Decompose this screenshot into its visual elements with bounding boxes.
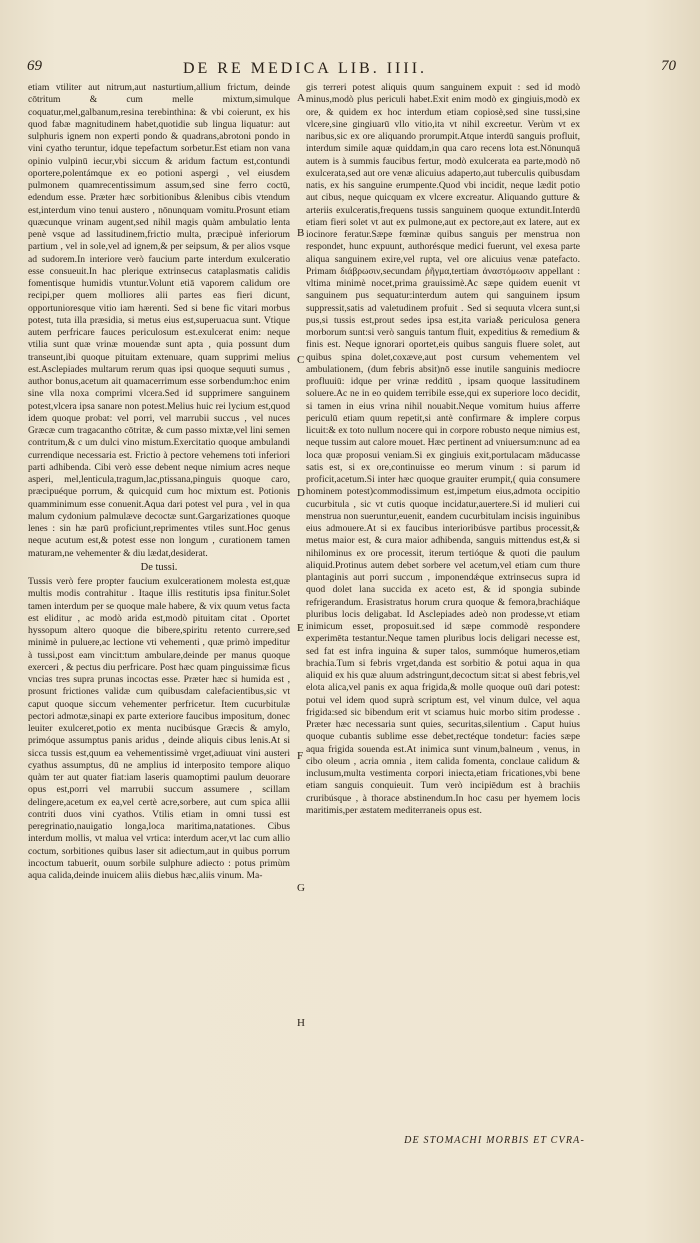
left-paragraph-1: etiam vtiliter aut nitrum,aut nasturtium,allium frictum, deinde cōtritum & cum melle mixtum,simulque coquatur,mel,galbanum,resina terebinthina: & vbi coierunt, ex his quod fabæ magnitudinem habet,quotidie sub lingua liquatur: aut sulphuris ignem non experti pondo & quadrans,abrotoni pondo in vini cyatho teruntur, idque tepefactum sorbetur.Est etiam non vana opinio vulpinū iecur,vbi siccum & aridum factum est,contundi oportere,polentámque ex eo potioni aspergi , vel eiusdem pulmonem quamrecentissimum assum,sed sine ferro coctū, edendum esse. Præter hæc sorbitionibus &lenibus cibis vtendum est,interdum vino tenui austero , nōnunquam vomitu.Prosunt etiam quæcunque vrinam augent,sed nihil magis quàm ambulatio lenta penè vsque ad lassitudinem,frictio multa, præcipuè inferiorum partium , vel in sole,vel ad ignem,& per seipsum, & per alios vsque ad sudorem.In interiore verò faucium parte interdum exulceratio esse consueuit.In hac plerique extrinsecus cataplasmatis calidis fomentisque humidis vtuntur.Volunt etiā vaporem calidum ore recipi,per quem molliores alii partes eas fieri dicunt, opportunioresque vitio iam hærenti. Sed si bene fic vitari morbus potest, tuta illa præsidia, si metus eius est,superuacua sunt. Vtique autem perfricare fauces periculosum est.exulcerat enim: neque vtilia sunt quæ vrinæ mouendæ sunt apta , quia possunt dum transeunt,ibi quoque pituitam extenuare, quam supprimi melius est.Asclepiades multarum rerum quas ipsi quoque sequuti sumus , author bonus,acetum ait quamacerrimum esse sorbendum:hoc enim sine vlla noxa comprimi vlcera.Sed id supprimere sanguinem potest,vlcera ipsa sanare non potest.Melius huic rei lycium est,quod idem quoque probat: vel porri, vel marrubii succus , vel nuces Græcæ cum tragacantho cōtritæ, & cum passo mixtæ,vel lini semen contritum,& c um dulci vino mistum.Exercitatio quoque ambulandi currendique necessaria est. Frictio à pectore vehemens toti inferiori parti adhibenda. Cibi verò esse debent neque nimium acres neque asperi, mel,lenticula,tragum,lac,ptissana,pinguis quoque caro, præcipuéque porrum, & quicquid cum hoc mixtum est. Potionis quamminimum esse conuenit.Aqua dari potest vel pura , vel in qua malum cydonium palmulæve decoctæ sunt.Gargarizationes quoque lenes : sin hæ parū proficiunt,reprimentes vtiles sunt.Hoc genus neque acutum est,& potest esse non longum , curationem tamen maturam,ne vehementer & diu lædat,desiderat. <box>28 82 290 559</box>
margin-letter-g: G <box>297 882 305 894</box>
margin-letter-d: D <box>297 487 305 499</box>
left-paragraph-2: Tussis verò fere propter faucium exulcerationem molesta est,quæ multis modis contrahitur . Itaque illis restitutis ipsa finitur.Solet tamen interdum per se quoque male habere, & vix quum vetus facta est eliditur , ac modò arida est,modò pituitam citat . Oportet hyssopum altero quoque die bibere,spiritu retento currere,sed minimè in puluere,ac lectione vti vehementi , quæ primò impeditur à tussi,post eam vincit:tum ambulare,deinde per manus quoque exerceri , & pectus diu perfricare. Post hæc quam pinguissimæ ficus vncias tres supra prunas incoctas esse. Præter hæc si humida est , prosunt frictiones validæ cum quibusdam calefacientibus,sic vt caput quoque siccum vehementer perfricetur. Item cucurbitulæ pectori admotæ,sinapi ex parte exteriore faucibus impositum, donec leuiter exulceret,potio ex menta nucibúsque Græcis & amylo, primóque assumptus panis aridus , deinde aliquis cibus lenis.At si sicca tussis est,quum ea vehementissimè vrget,adiuuat vini austeri cyathus assumptus, dū ne amplius id interposito tempore aliquo quàm ter aut quater fiat:iam laseris quamoptimi paulum deuorare opus est,porri vel marrubii succum assumere , scillam delingere,acetum ex ea,vel certè acre,sorbere, aut cum spica allii contriti duos vini cyathos. Vtilis etiam in omni tussi est peregrinatio,nauigatio longa,loca maritima,natationes. Cibus interdum mollis, vt malua vel vrtica: interdum acer,vt lac cum allio coctum, sorbitiones quibus laser sit adiectum,aut in quibus porrum incoctum tabuerit, ouum sorbile sulphure adiecto : potus primùm aqua calida,deinde inuicem aliis diebus hæc,aliis vinum. Ma- <box>28 576 290 881</box>
running-head: DE RE MEDICA LIB. IIII. <box>182 60 428 77</box>
right-text-column <box>306 82 580 817</box>
catchword: DE STOMACHI MORBIS ET CVRA- <box>404 1135 585 1146</box>
page-number-right: 70 <box>661 58 676 74</box>
right-paragraph-1: gis terreri potest aliquis quum sanguinem expuit : sed id modò minus,modò plus periculi habet.Exit enim modò ex gingiuis,modò ex ore, & quidem ex hoc interdum etiam copiosè,sed sine tussi,sine vlcere,sine gingiuarū vllo vitio,ita vt nihil excreetur. Verùm vt ex naribus,sic ex ore aliquando prorumpit.Atque interdū sanguis profluit, interdum simile aquæ quiddam,in qua caro recens lota est.Nōnunquā autem is à summis faucibus fertur, modò exulcerata ea parte,modò nō exulcerata,sed aut ore venæ alicuius adaperto,aut tuberculis quibusdam natis, ex his sanguine erumpente.Quod vbi incidit, neque lædit potio aut cibus, neque quicquam ex vlcere excreatur. Aliquando gutture & arteriis exulceratis,frequens tussis sanguinem quoque extundit.Interdū etiam fieri solet vt aut ex pulmone,aut ex pectore,aut ex latere, aut ex iocinore feratur.Sæpe fœminæ quibus sanguis per menstrua non respondet, hunc expuunt, authorésque medici fuerunt, vel exesa parte aliqua sanguinem exire,vel rupta, vel ore alicuius venæ patefacto. Primam διάβρωσιν,secundam ῥῆγμα,tertiam ἀναστόμωσιν appellant : vltima minimè nocet,prima grauissimè.Ac sæpe quidem euenit vt sanguinem pus sequatur:interdum autem qui sanguinem ipsum suppressit,satis ad valetudinem profuit . Sed si sequuta vlcera sunt,si pus,si tussis est,prout sedes ipsa est,ita varia& periculosa genera morborum sunt:si verò sanguis tantum fluit, expeditius & remedium & finis est. Neque ignorari oportet,eis quibus sanguis fluere solet, aut quibus spina dolet,coxæve,aut post cursum vehementem vel ambulationem, (dum febris absit)nō esse inutile sanguinis mediocre profluuiū: idque per vrinæ redditū , ipsam quoque lassitudinem soluere.Ac ne in eo quidem terribile esse,qui ex superiore loco decidit, si tamen in eius vrina nihil nouabit.Neque vomitum huius afferre periculū etiam quum repetit,si antè confirmare & implere corpus licuit:& ex toto nullum nocere qui in corpore robusto neque nimius est, neque tussim aut calore mouet. Hæc pertinent ad vniuersum:nunc ad ea loca quæ proposui veniam.Si ex gingiuis exit,portulacam māducasse satis est, si ex ore,continuisse eo merum vinum : si parum id proficit,acetum.Si inter hæc quoque grauiter erumpit,( quia consumere hominem potest)commodissimum est,impetum eius,admota occipitio cucurbitula , sic vt cutis quoque incidatur,auertere.Si id mulieri cui menstrua non sueruntur,euenit, eandem cucurbitulam incisis inguinibus eius admouere.At si ex faucibus interioribúsve partibus processit,& metus maior est, & cura maior adhibenda, sanguis mittendus est,& si nihilominus ex ore processit, iterum tertióque & quoti die paulum aliquid.Protinus autem debet sorbere vel acetum,vel etiam cum thure plantaginis aut porri succum , imponendǽque extrinsecus supra id quod dolet lana succida ex aceto est, & id spongia subinde refrigerandum. Erasistratus horum crura quoque & femora,brachiáque pluribus locis deligabat. Id Asclepiades adeò non prodesse,vt etiam inimicum esset, proposuit.sed id sæpe commodè respondere experimēta testantur.Neque tamen pluribus locis deligari necesse est, sed fat est infra inguina & super talos, summóque humeros,etiam brachia.Tum si febris vrget,danda est sorbitio & potui aqua in qua aliquid ex his quæ aluum adstringunt,decoctum sit:at si abest febris,vel elota alica,vel panis ex aqua frigida,& molle quoque ouū dari potest: potui vel idem quod suprà scriptum est, vel vinum dulce, vel aqua frigida:sed sic bibendum erit vt sciamus huic morbo sitim prodesse . Præter hæc necessaria sunt quies, securitas,silentium . Caput huius quoque cubantis sublime esse debet,rectéque tondetur: facies sæpe aqua frigida souenda est.At inimica sunt vinum,balneum , venus, in cibo oleum , acria omnia , item calida fomenta, conclaue calidum & inclusum,multa vestimenta corpori iniecta,etiam fricationes,vbi bene etiam sanguis conquieuit. Tum verò incipiēdum est à brachiis cruribúsque , à thorace abstinendum.In hoc casu per hyemem locis maritimis,per æstatem mediterraneis opus est. <box>306 82 580 816</box>
section-heading-de-tussi: De tussi. <box>140 561 178 573</box>
margin-letter-b: B <box>297 227 305 239</box>
margin-letter-e: E <box>297 622 304 634</box>
margin-letter-h: H <box>297 1017 305 1029</box>
left-text-column <box>28 82 290 882</box>
page-number-left: 69 <box>27 58 42 74</box>
margin-letter-c: C <box>297 354 305 366</box>
margin-letter-f: F <box>297 750 304 762</box>
margin-letter-a: A <box>297 92 305 104</box>
